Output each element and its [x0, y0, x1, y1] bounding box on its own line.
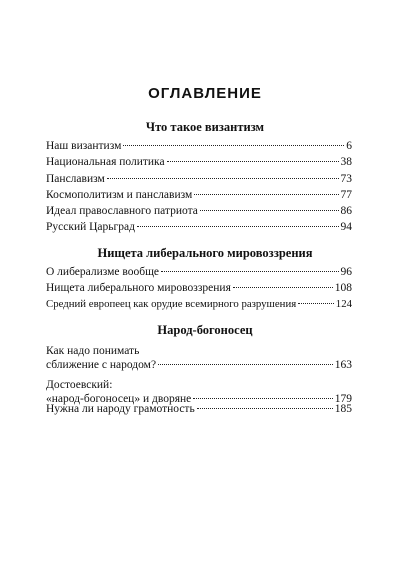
toc-title: ОГЛАВЛЕНИЕ [148, 85, 262, 102]
toc-entry-label: Космополитизм и панславизм [46, 189, 193, 201]
toc-entry-page: 96 [340, 266, 352, 278]
toc-entry-page: 94 [340, 221, 352, 233]
toc-entry-page: 73 [340, 173, 352, 185]
toc-entry-page: 108 [334, 282, 352, 294]
toc-entry-label-line1: Как надо понимать [46, 345, 140, 357]
toc-entry-label: Средний европеец как орудие всемирного разрушения [46, 298, 297, 310]
toc-entry-label: Панславизм [46, 173, 105, 185]
toc-entry-page: 6 [346, 140, 352, 152]
toc-entry[interactable] [46, 297, 352, 311]
toc-entry-label: Наш византизм [46, 140, 122, 152]
toc-entry-label: сближение с народом? [46, 359, 157, 371]
leader-dots [107, 178, 339, 179]
toc-entry-page: 124 [335, 298, 352, 310]
toc-entry-page: 179 [334, 393, 352, 405]
toc-entry-page: 86 [340, 205, 352, 217]
toc-entry[interactable] [46, 139, 352, 153]
leader-dots [158, 364, 333, 365]
section-title-byzantism: Что такое византизм [145, 120, 265, 134]
leader-dots [193, 398, 333, 399]
toc-entry-label: Национальная политика [46, 156, 165, 168]
leader-dots [123, 145, 344, 146]
section-title-god-bearing-people: Народ-богоносец [157, 323, 253, 337]
toc-entry[interactable] [46, 188, 352, 202]
toc-entry-page: 77 [340, 189, 352, 201]
toc-entry-label: «народ-богоносец» и дворяне [46, 393, 192, 405]
toc-entry-page: 38 [340, 156, 352, 168]
toc-entry-label-line1: Достоевский: [46, 379, 113, 391]
leader-dots [137, 226, 339, 227]
toc-entry[interactable] [46, 220, 352, 234]
leader-dots [167, 161, 339, 162]
leader-dots [298, 303, 334, 304]
section-title-liberalism: Нищета либерального мировоззрения [97, 246, 313, 260]
toc-entry[interactable] [46, 402, 352, 416]
leader-dots [200, 210, 339, 211]
toc-entry-label: Нужна ли народу грамотность [46, 403, 195, 415]
toc-entry[interactable] [46, 265, 352, 279]
toc-entry[interactable] [46, 344, 352, 372]
leader-dots [194, 194, 338, 195]
toc-entry-label: Нищета либерального мировоззрения [46, 282, 231, 294]
toc-entry[interactable] [46, 204, 352, 218]
toc-entry[interactable] [46, 172, 352, 186]
leader-dots [233, 287, 333, 288]
toc-entry[interactable] [46, 281, 352, 295]
toc-entry-label: Русский Царьград [46, 221, 135, 233]
leader-dots [197, 408, 333, 409]
toc-entry-page: 163 [334, 359, 352, 371]
toc-entry[interactable] [46, 155, 352, 169]
toc-entry-page: 185 [334, 403, 352, 415]
toc-entry-label: О либерализме вообще [46, 266, 160, 278]
leader-dots [161, 271, 338, 272]
toc-entry-label: Идеал православного патриота [46, 205, 198, 217]
